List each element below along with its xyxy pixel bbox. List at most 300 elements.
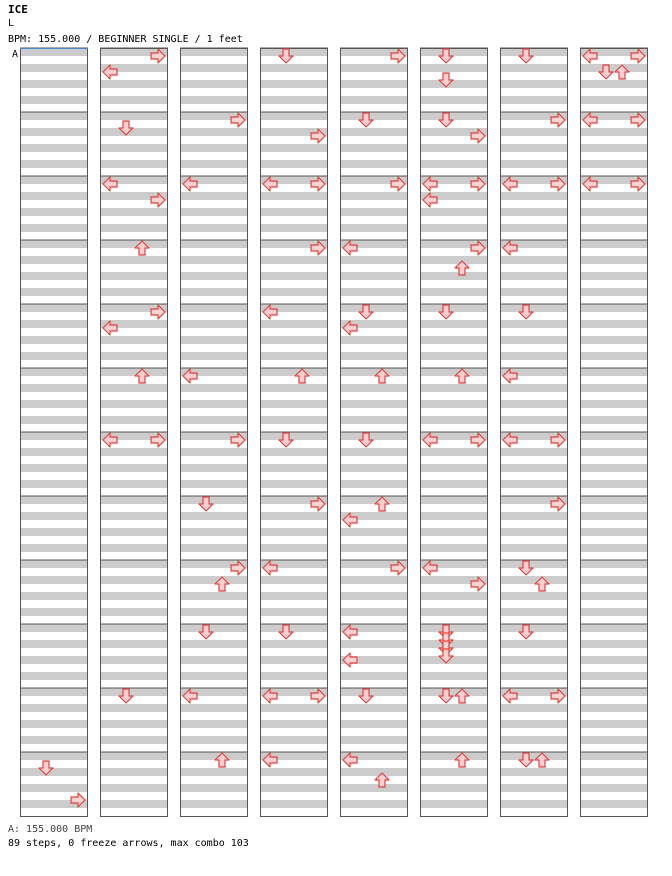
beat-stripe — [500, 48, 568, 56]
beat-stripe — [260, 352, 328, 360]
beat-stripe — [20, 640, 88, 648]
beat-stripe — [420, 480, 488, 488]
beat-stripe — [340, 768, 408, 776]
beat-stripe — [580, 560, 648, 568]
beat-stripe — [500, 704, 568, 712]
beat-stripe — [260, 768, 328, 776]
beat-stripe — [100, 672, 168, 680]
beat-stripe — [20, 144, 88, 152]
beat-stripe — [180, 64, 248, 72]
beat-stripe — [20, 96, 88, 104]
beat-stripe — [500, 480, 568, 488]
beat-stripe — [500, 720, 568, 728]
beat-stripe — [100, 144, 168, 152]
beat-stripe — [20, 480, 88, 488]
beat-stripe — [180, 288, 248, 296]
beat-stripe — [340, 192, 408, 200]
beat-stripe — [20, 672, 88, 680]
beat-stripe — [580, 272, 648, 280]
beat-stripe — [500, 96, 568, 104]
beat-stripe — [100, 528, 168, 536]
beat-stripe — [340, 304, 408, 312]
beat-stripe — [340, 288, 408, 296]
beat-stripe — [580, 528, 648, 536]
beat-stripe — [420, 448, 488, 456]
beat-stripe — [500, 208, 568, 216]
beat-stripe — [100, 592, 168, 600]
beat-stripe — [580, 640, 648, 648]
beat-stripe — [20, 336, 88, 344]
beat-stripe — [500, 592, 568, 600]
beat-stripe — [420, 352, 488, 360]
beat-stripe — [260, 208, 328, 216]
beat-stripe — [20, 544, 88, 552]
beat-stripe — [20, 400, 88, 408]
beat-stripe — [20, 176, 88, 184]
beat-stripe — [100, 752, 168, 760]
beat-stripe — [20, 416, 88, 424]
beat-stripe — [340, 208, 408, 216]
beat-stripe — [260, 256, 328, 264]
beat-stripe — [340, 224, 408, 232]
beat-stripe — [100, 400, 168, 408]
beat-stripe — [180, 624, 248, 632]
beat-stripe — [580, 608, 648, 616]
beat-stripe — [420, 640, 488, 648]
beat-stripe — [500, 656, 568, 664]
beat-stripe — [100, 544, 168, 552]
beat-stripe — [180, 144, 248, 152]
beat-stripe — [20, 592, 88, 600]
beat-stripe — [100, 576, 168, 584]
beat-stripe — [100, 656, 168, 664]
beat-stripe — [420, 48, 488, 56]
arrow-left-icon — [343, 653, 357, 667]
beat-stripe — [500, 464, 568, 472]
beat-stripe — [420, 656, 488, 664]
beat-stripe — [20, 208, 88, 216]
beat-stripe — [340, 352, 408, 360]
beat-stripe — [180, 80, 248, 88]
beat-stripe — [340, 128, 408, 136]
beat-stripe — [340, 256, 408, 264]
beat-stripe — [420, 768, 488, 776]
beat-stripe — [580, 368, 648, 376]
beat-stripe — [420, 672, 488, 680]
beat-stripe — [500, 144, 568, 152]
beat-stripe — [340, 400, 408, 408]
beat-stripe — [20, 288, 88, 296]
beat-stripe — [340, 272, 408, 280]
beat-stripe — [340, 640, 408, 648]
beat-stripe — [260, 80, 328, 88]
beat-stripe — [420, 528, 488, 536]
beat-stripe — [580, 64, 648, 72]
beat-stripe — [500, 448, 568, 456]
beat-stripe — [100, 784, 168, 792]
beat-stripe — [580, 192, 648, 200]
beat-stripe — [420, 304, 488, 312]
beat-stripe — [180, 704, 248, 712]
beat-stripe — [340, 592, 408, 600]
beat-stripe — [500, 608, 568, 616]
beat-stripe — [180, 384, 248, 392]
beat-stripe — [100, 608, 168, 616]
beat-stripe — [100, 336, 168, 344]
beat-stripe — [420, 736, 488, 744]
beat-stripe — [180, 336, 248, 344]
beat-stripe — [500, 768, 568, 776]
song-title: ICE — [8, 3, 28, 16]
beat-stripe — [20, 256, 88, 264]
beat-stripe — [340, 496, 408, 504]
beat-stripe — [100, 368, 168, 376]
beat-stripe — [420, 96, 488, 104]
beat-stripe — [420, 208, 488, 216]
beat-stripe — [580, 432, 648, 440]
beat-stripe — [340, 480, 408, 488]
beat-stripe — [180, 352, 248, 360]
beat-stripe — [580, 240, 648, 248]
beat-stripe — [180, 416, 248, 424]
beat-stripe — [20, 624, 88, 632]
beat-stripe — [340, 368, 408, 376]
beat-stripe — [340, 96, 408, 104]
beat-stripe — [500, 192, 568, 200]
beat-stripe — [260, 288, 328, 296]
beat-stripe — [20, 320, 88, 328]
beat-stripe — [20, 720, 88, 728]
beat-stripe — [260, 672, 328, 680]
beat-stripe — [500, 272, 568, 280]
beat-stripe — [100, 272, 168, 280]
beat-stripe — [20, 752, 88, 760]
beat-stripe — [500, 64, 568, 72]
beat-stripe — [20, 736, 88, 744]
beat-stripe — [580, 288, 648, 296]
beat-stripe — [500, 352, 568, 360]
beat-stripe — [260, 800, 328, 808]
beat-stripe — [180, 720, 248, 728]
beat-stripe — [500, 224, 568, 232]
beat-stripe — [420, 80, 488, 88]
beat-stripe — [420, 288, 488, 296]
beat-stripe — [420, 800, 488, 808]
beat-stripe — [20, 48, 88, 56]
beat-stripe — [500, 416, 568, 424]
beat-stripe — [180, 128, 248, 136]
beat-stripe — [420, 400, 488, 408]
beat-stripe — [420, 224, 488, 232]
beat-stripe — [260, 48, 328, 56]
beat-stripe — [580, 352, 648, 360]
beat-stripe — [500, 256, 568, 264]
beat-stripe — [580, 400, 648, 408]
beat-stripe — [420, 704, 488, 712]
beat-stripe — [260, 784, 328, 792]
beat-stripe — [20, 272, 88, 280]
beat-stripe — [580, 304, 648, 312]
beat-stripe — [580, 656, 648, 664]
beat-stripe — [20, 464, 88, 472]
beat-stripe — [340, 800, 408, 808]
beat-stripe — [180, 448, 248, 456]
beat-stripe — [100, 224, 168, 232]
beat-stripe — [420, 752, 488, 760]
beat-stripe — [260, 64, 328, 72]
beat-stripe — [100, 80, 168, 88]
beat-stripe — [20, 128, 88, 136]
beat-stripe — [340, 608, 408, 616]
beat-stripe — [180, 464, 248, 472]
beat-stripe — [580, 80, 648, 88]
beat-stripe — [580, 144, 648, 152]
beat-stripe — [100, 208, 168, 216]
beat-stripe — [180, 48, 248, 56]
beat-stripe — [420, 64, 488, 72]
beat-stripe — [20, 528, 88, 536]
beat-stripe — [340, 160, 408, 168]
beat-stripe — [260, 720, 328, 728]
beat-stripe — [580, 464, 648, 472]
beat-stripe — [20, 656, 88, 664]
beat-stripe — [20, 112, 88, 120]
beat-stripe — [180, 544, 248, 552]
beat-stripe — [340, 736, 408, 744]
beat-stripe — [580, 448, 648, 456]
beat-stripe — [580, 672, 648, 680]
beat-stripe — [500, 560, 568, 568]
beat-stripe — [180, 752, 248, 760]
beat-stripe — [580, 336, 648, 344]
beat-stripe — [580, 576, 648, 584]
beat-stripe — [500, 80, 568, 88]
beat-stripe — [20, 368, 88, 376]
beat-stripe — [500, 288, 568, 296]
beat-stripe — [180, 592, 248, 600]
beat-stripe — [420, 688, 488, 696]
beat-stripe — [180, 96, 248, 104]
beat-stripe — [100, 496, 168, 504]
beat-stripe — [20, 512, 88, 520]
beat-stripe — [580, 480, 648, 488]
beat-stripe — [100, 624, 168, 632]
beat-stripe — [260, 480, 328, 488]
beat-stripe — [180, 256, 248, 264]
beat-stripe — [260, 384, 328, 392]
beat-stripe — [420, 624, 488, 632]
beat-stripe — [260, 368, 328, 376]
beat-stripe — [340, 576, 408, 584]
beat-stripe — [340, 688, 408, 696]
beat-stripe — [260, 400, 328, 408]
beat-stripe — [20, 240, 88, 248]
beat-stripe — [100, 240, 168, 248]
beat-stripe — [180, 800, 248, 808]
beat-stripe — [180, 672, 248, 680]
beat-stripe — [260, 464, 328, 472]
beat-stripe — [500, 304, 568, 312]
beat-stripe — [20, 608, 88, 616]
beat-stripe — [100, 160, 168, 168]
beat-stripe — [580, 768, 648, 776]
beat-stripe — [100, 112, 168, 120]
beat-stripe — [180, 496, 248, 504]
beat-stripe — [420, 256, 488, 264]
beat-stripe — [260, 608, 328, 616]
beat-stripe — [420, 608, 488, 616]
beat-stripe — [260, 112, 328, 120]
beat-stripe — [340, 704, 408, 712]
beat-stripe — [180, 512, 248, 520]
beat-stripe — [420, 496, 488, 504]
beat-stripe — [180, 640, 248, 648]
beat-stripe — [180, 320, 248, 328]
beat-stripe — [420, 368, 488, 376]
beat-stripe — [260, 96, 328, 104]
bpm-marker-label: A — [12, 49, 19, 60]
beat-stripe — [580, 784, 648, 792]
beat-stripe — [20, 224, 88, 232]
beat-stripe — [420, 544, 488, 552]
beat-stripe — [340, 544, 408, 552]
beat-stripe — [500, 752, 568, 760]
beat-stripe — [20, 496, 88, 504]
beat-stripe — [260, 448, 328, 456]
beat-stripe — [580, 320, 648, 328]
beat-stripe — [260, 272, 328, 280]
beat-stripe — [20, 352, 88, 360]
beat-stripe — [340, 784, 408, 792]
beat-stripe — [260, 160, 328, 168]
beat-stripe — [340, 720, 408, 728]
chart-info: BPM: 155.000 / BEGINNER SINGLE / 1 feet — [8, 34, 243, 45]
beat-stripe — [420, 720, 488, 728]
beat-stripe — [260, 576, 328, 584]
beat-stripe — [340, 336, 408, 344]
beat-stripe — [180, 768, 248, 776]
beat-stripe — [340, 432, 408, 440]
beat-stripe — [260, 656, 328, 664]
beat-stripe — [500, 128, 568, 136]
beat-stripe — [580, 208, 648, 216]
beat-stripe — [100, 352, 168, 360]
beat-stripe — [420, 784, 488, 792]
beat-stripe — [180, 656, 248, 664]
beat-stripe — [580, 624, 648, 632]
beat-stripe — [500, 672, 568, 680]
beat-stripe — [580, 736, 648, 744]
beat-stripe — [340, 528, 408, 536]
beat-stripe — [420, 464, 488, 472]
beat-stripe — [100, 480, 168, 488]
beat-stripe — [580, 384, 648, 392]
beat-stripe — [340, 416, 408, 424]
beat-stripe — [20, 160, 88, 168]
beat-stripe — [180, 400, 248, 408]
beat-stripe — [100, 464, 168, 472]
beat-stripe — [420, 272, 488, 280]
beat-stripe — [500, 800, 568, 808]
beat-stripe — [100, 416, 168, 424]
beat-stripe — [580, 752, 648, 760]
beat-stripe — [20, 432, 88, 440]
beat-stripe — [500, 512, 568, 520]
beat-stripe — [180, 240, 248, 248]
beat-stripe — [340, 672, 408, 680]
beat-stripe — [260, 592, 328, 600]
beat-stripe — [260, 224, 328, 232]
beat-stripe — [180, 208, 248, 216]
beat-stripe — [100, 384, 168, 392]
beat-stripe — [260, 416, 328, 424]
beat-stripe — [580, 128, 648, 136]
beat-stripe — [580, 592, 648, 600]
beat-stripe — [180, 480, 248, 488]
beat-stripe — [180, 224, 248, 232]
beat-stripe — [100, 288, 168, 296]
bpm-legend: A: 155.000 BPM — [8, 824, 93, 835]
beat-stripe — [340, 112, 408, 120]
beat-stripe — [500, 624, 568, 632]
beat-stripe — [500, 384, 568, 392]
beat-stripe — [420, 160, 488, 168]
beat-stripe — [180, 160, 248, 168]
beat-stripe — [100, 96, 168, 104]
beat-stripe — [100, 448, 168, 456]
beat-stripe — [420, 512, 488, 520]
beat-stripe — [260, 192, 328, 200]
beat-stripe — [180, 192, 248, 200]
beat-stripe — [340, 80, 408, 88]
beat-stripe — [500, 528, 568, 536]
beat-stripe — [20, 64, 88, 72]
beat-stripe — [20, 304, 88, 312]
beat-stripe — [180, 272, 248, 280]
beat-stripe — [20, 560, 88, 568]
beat-stripe — [580, 224, 648, 232]
beat-stripe — [20, 576, 88, 584]
beat-stripe — [500, 576, 568, 584]
beat-stripe — [420, 144, 488, 152]
beat-stripe — [180, 608, 248, 616]
beat-stripe — [100, 640, 168, 648]
step-statistics: 89 steps, 0 freeze arrows, max combo 103 — [8, 838, 249, 849]
beat-stripe — [500, 160, 568, 168]
beat-stripe — [20, 80, 88, 88]
beat-stripe — [500, 544, 568, 552]
beat-stripe — [420, 416, 488, 424]
beat-stripe — [20, 448, 88, 456]
beat-stripe — [420, 592, 488, 600]
beat-stripe — [260, 624, 328, 632]
beat-stripe — [580, 544, 648, 552]
beat-stripe — [260, 144, 328, 152]
beat-stripe — [100, 720, 168, 728]
beat-stripe — [180, 736, 248, 744]
beat-stripe — [340, 448, 408, 456]
beat-stripe — [260, 432, 328, 440]
beat-stripe — [580, 96, 648, 104]
beat-stripe — [180, 304, 248, 312]
beat-stripe — [420, 384, 488, 392]
beat-stripe — [100, 128, 168, 136]
beat-stripe — [100, 800, 168, 808]
beat-stripe — [500, 736, 568, 744]
beat-stripe — [20, 688, 88, 696]
beat-stripe — [260, 512, 328, 520]
beat-stripe — [500, 784, 568, 792]
